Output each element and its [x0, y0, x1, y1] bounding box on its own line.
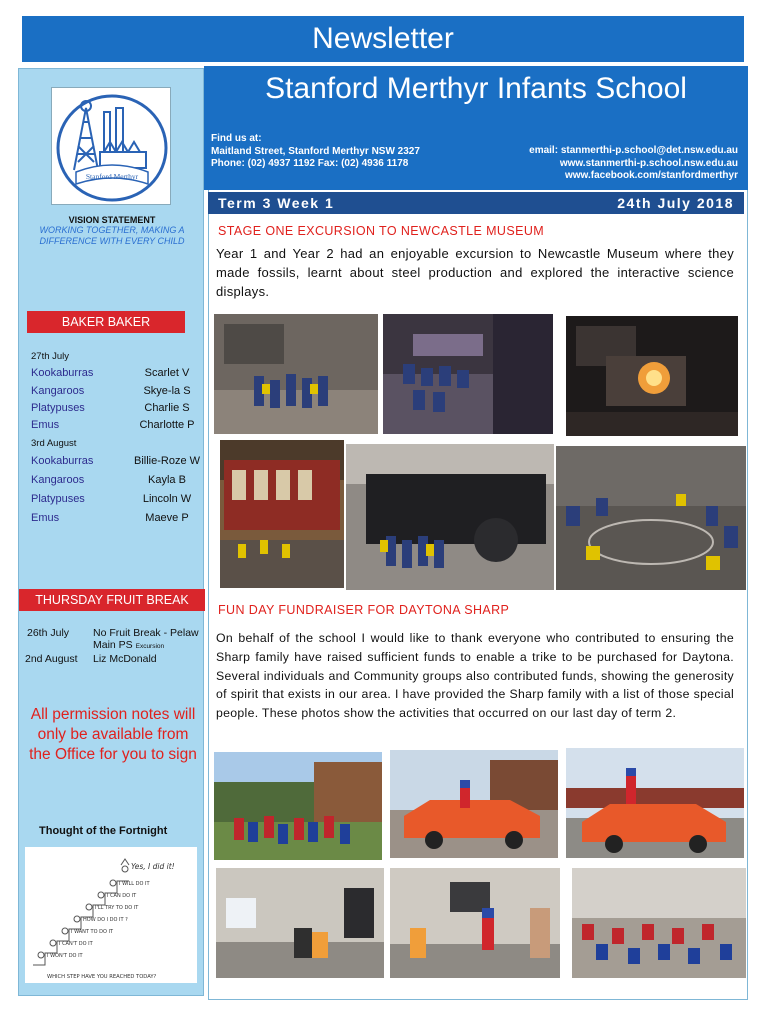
- article-body: On behalf of the school I would like to thank everyone who contributed to ensuring the Sharp family have raised sufficient funds to enable a trike to be purchased for Daytona. Several individuals and Community groups also contributed funds, showing the generosity of spirit that exists in our area. I have provided the Sharp family with a list of those special people. These photos show the activities that occurred on our last day of term 2.: [216, 631, 734, 721]
- fundraiser-photo-2: [390, 750, 558, 858]
- museum-photo-2: [383, 314, 553, 434]
- baker-date: 3rd August: [31, 438, 77, 449]
- thought-step: I WANT TO DO IT: [71, 929, 114, 935]
- school-header: [204, 66, 748, 190]
- fruit-name: [93, 627, 203, 653]
- baker-house: Kangaroos: [31, 474, 85, 486]
- thought-step: I CAN'T DO IT: [59, 941, 93, 947]
- address: Maitland Street, Stanford Merthyr NSW 2327: [211, 145, 420, 157]
- find-us-label: Find us at:: [211, 133, 262, 144]
- sidebar: [18, 68, 204, 996]
- baker-house: Kangaroos: [31, 385, 85, 397]
- museum-photo-1: [214, 314, 378, 434]
- phone-line: Phone: (02) 4937 1192 Fax: (02) 4936 1178: [211, 158, 409, 169]
- thought-step: I WON'T DO IT: [47, 953, 83, 959]
- article-body: Year 1 and Year 2 had an enjoyable excursion to Newcastle Museum where they made fossils, learnt about steel production and explored the interactive science displays.: [216, 246, 734, 299]
- baker-row: [31, 385, 199, 401]
- baker-house: Platypuses: [31, 402, 85, 414]
- article-heading: FUN DAY FUNDRAISER FOR DAYTONA SHARP: [218, 603, 510, 617]
- facebook-link[interactable]: www.facebook.com/stanfordmerthyr: [565, 170, 738, 181]
- baker-name: Kayla B: [148, 474, 186, 486]
- term-date: 24th July 2018: [617, 195, 734, 211]
- museum-photo-3: [566, 316, 738, 436]
- fruit-title: THURSDAY FRUIT BREAK: [19, 589, 205, 611]
- thought-step: I WILL DO IT: [119, 881, 150, 887]
- thought-step: I CAN DO IT: [107, 893, 137, 899]
- permission-note: All permission notes will only be available from the Office for you to sign: [29, 706, 197, 763]
- fundraiser-photo-6: [572, 868, 746, 978]
- term-bar: [208, 192, 744, 214]
- museum-photo-6: [556, 446, 746, 590]
- email-link[interactable]: email: stanmerthi-p.school@det.nsw.edu.au: [529, 145, 738, 156]
- baker-name: Billie-Roze W: [133, 455, 200, 467]
- baker-row: [31, 455, 199, 471]
- baker-name: Charlie S: [144, 402, 190, 414]
- vision-title: VISION STATEMENT: [68, 215, 156, 225]
- baker-row: [31, 474, 199, 490]
- thought-title: Thought of the Fortnight: [39, 825, 168, 837]
- baker-name: Maeve P: [145, 512, 189, 524]
- fruit-date: 2nd August: [25, 653, 78, 665]
- thought-step: Yes, I did it!: [131, 862, 175, 871]
- fundraiser-photo-3: [566, 748, 744, 858]
- contacts: [529, 145, 738, 183]
- school-name: Stanford Merthyr Infants School: [265, 72, 687, 105]
- baker-house: Platypuses: [31, 493, 85, 505]
- fruit-note: Excursion: [135, 643, 165, 650]
- museum-photo-5: [346, 444, 554, 590]
- baker-house: Kookaburras: [31, 455, 94, 467]
- baker-row: [31, 512, 199, 528]
- baker-name: Charlotte P: [139, 419, 195, 431]
- logo-caption: Stanford Merthyr: [85, 172, 139, 181]
- fundraiser-photo-4: [216, 868, 384, 978]
- thought-step: HOW DO I DO IT ?: [83, 917, 128, 923]
- website-link[interactable]: www.stanmerthi-p.school.nsw.edu.au: [559, 157, 738, 169]
- find-us: [211, 133, 420, 171]
- thought-graphic: [25, 847, 197, 983]
- baker-row: [31, 419, 199, 435]
- baker-name: Skye-la S: [143, 385, 191, 397]
- vision-text: WORKING TOGETHER, MAKING A DIFFERENCE WITH EVERY CHILD: [39, 225, 185, 246]
- thought-step: I'LL TRY TO DO IT: [95, 905, 139, 911]
- baker-house: Emus: [31, 419, 60, 431]
- baker-date: 27th July: [31, 351, 70, 362]
- baker-house: Kookaburras: [31, 367, 94, 379]
- school-logo: [51, 87, 171, 205]
- fundraiser-photo-1: [214, 752, 382, 860]
- fruit-name-text: No Fruit Break - Pelaw Main PS: [93, 627, 199, 651]
- baker-row: [31, 367, 199, 383]
- article-heading: STAGE ONE EXCURSION TO NEWCASTLE MUSEUM: [218, 224, 545, 238]
- thought-footer: WHICH STEP HAVE YOU REACHED TODAY?: [47, 974, 157, 980]
- term-week: Term 3 Week 1: [218, 195, 335, 211]
- baker-name: Scarlet V: [144, 367, 190, 379]
- baker-row: [31, 493, 199, 509]
- fruit-date: 26th July: [27, 627, 70, 639]
- baker-house: Emus: [31, 512, 60, 524]
- baker-name: Lincoln W: [142, 493, 192, 505]
- museum-photo-4: [220, 440, 344, 588]
- fundraiser-photo-5: [390, 868, 560, 978]
- newsletter-banner: Newsletter: [22, 16, 744, 62]
- baker-row: [31, 402, 199, 418]
- fruit-name: Liz McDonald: [93, 653, 157, 665]
- baker-title: BAKER BAKER: [27, 311, 185, 333]
